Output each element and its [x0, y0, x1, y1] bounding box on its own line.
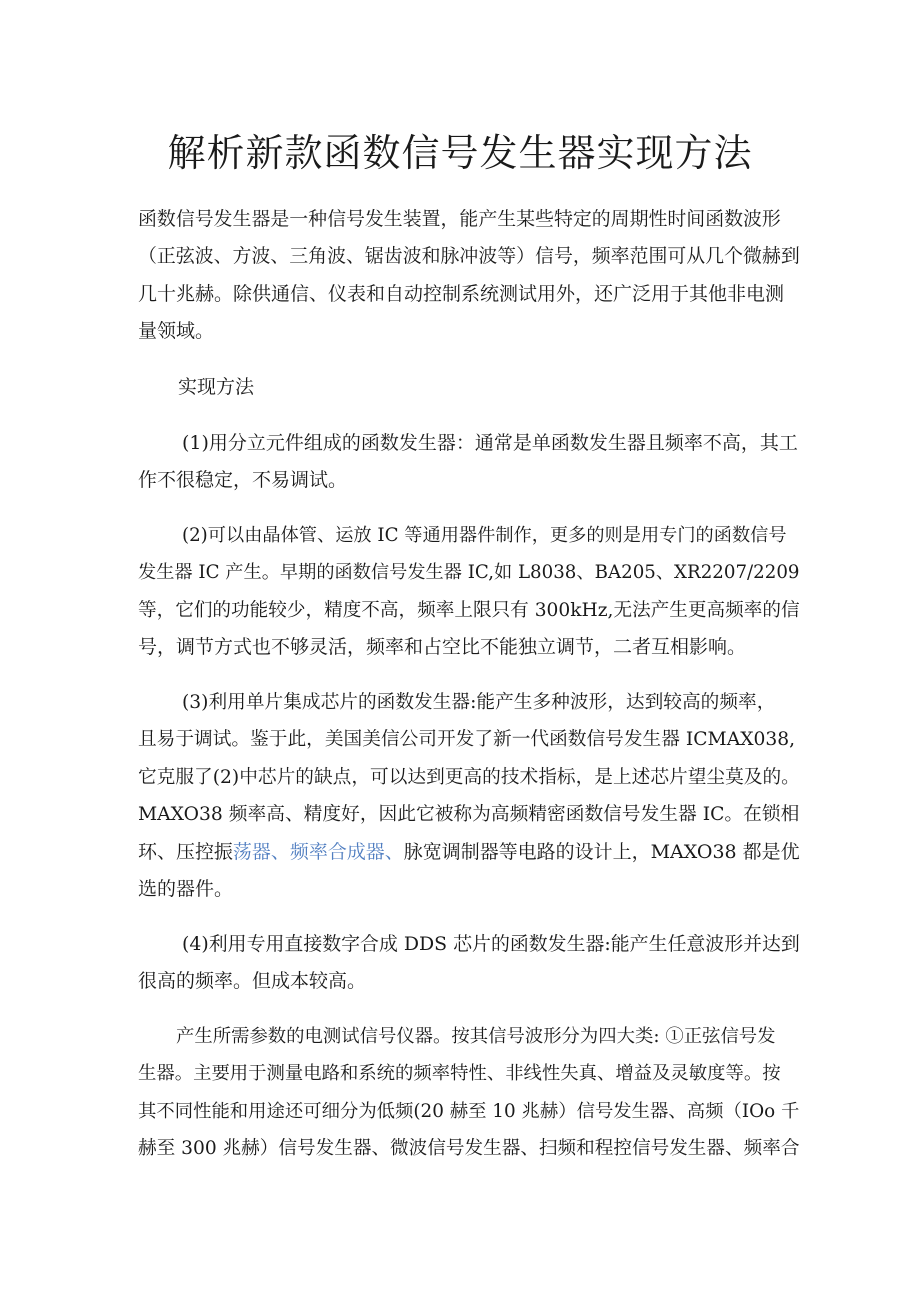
method-3-line: MAXO38 频率高、精度好，因此它被称为高频精密函数信号发生器 IC。在锁相: [138, 804, 800, 826]
method-2-line: (2)可以由晶体管、运放 IC 等通用器件制作，更多的则是用专门的函数信号: [182, 525, 787, 546]
method-3-text: 环、压控振: [138, 840, 233, 863]
intro-line: 量领域。: [138, 320, 215, 343]
method-2-paragraph: [138, 517, 800, 667]
closing-paragraph: [138, 1018, 799, 1168]
method-3-line: [138, 834, 800, 871]
closing-line: 赫至 300 兆赫）信号发生器、微波信号发生器、扫频和程控信号发生器、频率合: [138, 1138, 800, 1160]
method-3-line: 且易于调试。鉴于此，美国美信公司开发了新一代函数信号发生器 ICMAX038,: [138, 729, 796, 751]
method-3-link-text[interactable]: 荡器、频率合成器、: [232, 840, 404, 863]
method-1-paragraph: [138, 425, 798, 500]
method-3-line: (3)利用单片集成芯片的函数发生器:能产生多种波形，达到较高的频率，: [182, 692, 776, 713]
section-heading: [178, 369, 254, 406]
method-3-paragraph: [138, 684, 800, 908]
closing-line: 生器。主要用于测量电路和系统的频率特性、非线性失真、增益及灵敏度等。按: [138, 1063, 781, 1085]
method-4-line: (4)利用专用直接数字合成 DDS 芯片的函数发生器:能产生任意波形并达到: [182, 933, 800, 955]
intro-line: 函数信号发生器是一种信号发生装置，能产生某些特定的周期性时间函数波形: [138, 208, 781, 230]
closing-line: 其不同性能和用途还可细分为低频(20 赫至 10 兆赫）信号发生器、高频（IOo 千: [138, 1100, 800, 1122]
intro-paragraph: [138, 201, 800, 351]
intro-line: （正弦波、方波、三角波、锯齿波和脉冲波等）信号，频率范围可从几个微赫到: [138, 245, 800, 268]
method-2-line: 等，它们的功能较少，精度不高，频率上限只有 300kHz,无法产生更高频率的信: [138, 599, 800, 621]
method-4-line: 很高的频率。但成本较高。: [138, 970, 367, 993]
method-1-line: 作不很稳定，不易调试。: [138, 469, 348, 492]
method-3-line: 选的器件。: [138, 878, 234, 901]
document-title: 解析新款函数信号发生器实现方法: [167, 131, 753, 175]
section-heading-text: 实现方法: [178, 376, 255, 398]
method-1-line: (1)用分立元件组成的函数发生器：通常是单函数发生器且频率不高，其工: [182, 432, 798, 454]
method-3-text: 脉宽调制器等电路的设计上，MAXO38 都是优: [403, 840, 800, 863]
closing-line: 产生所需参数的电测试信号仪器。按其信号波形分为四大类: ①正弦信号发: [176, 1026, 776, 1047]
intro-line: 几十兆赫。除供通信、仪表和自动控制系统测试用外，还广泛用于其他非电测: [138, 282, 785, 305]
method-2-line: 号，调节方式也不够灵活，频率和占空比不能独立调节，二者互相影响。: [138, 636, 747, 659]
method-4-paragraph: [138, 926, 800, 1001]
method-2-line: 发生器 IC 产生。早期的函数信号发生器 IC,如 L8038、BA205、XR2207/2209: [138, 562, 800, 584]
method-3-line: 它克服了(2)中芯片的缺点，可以达到更高的技术指标，是上述芯片望尘莫及的。: [138, 766, 800, 788]
